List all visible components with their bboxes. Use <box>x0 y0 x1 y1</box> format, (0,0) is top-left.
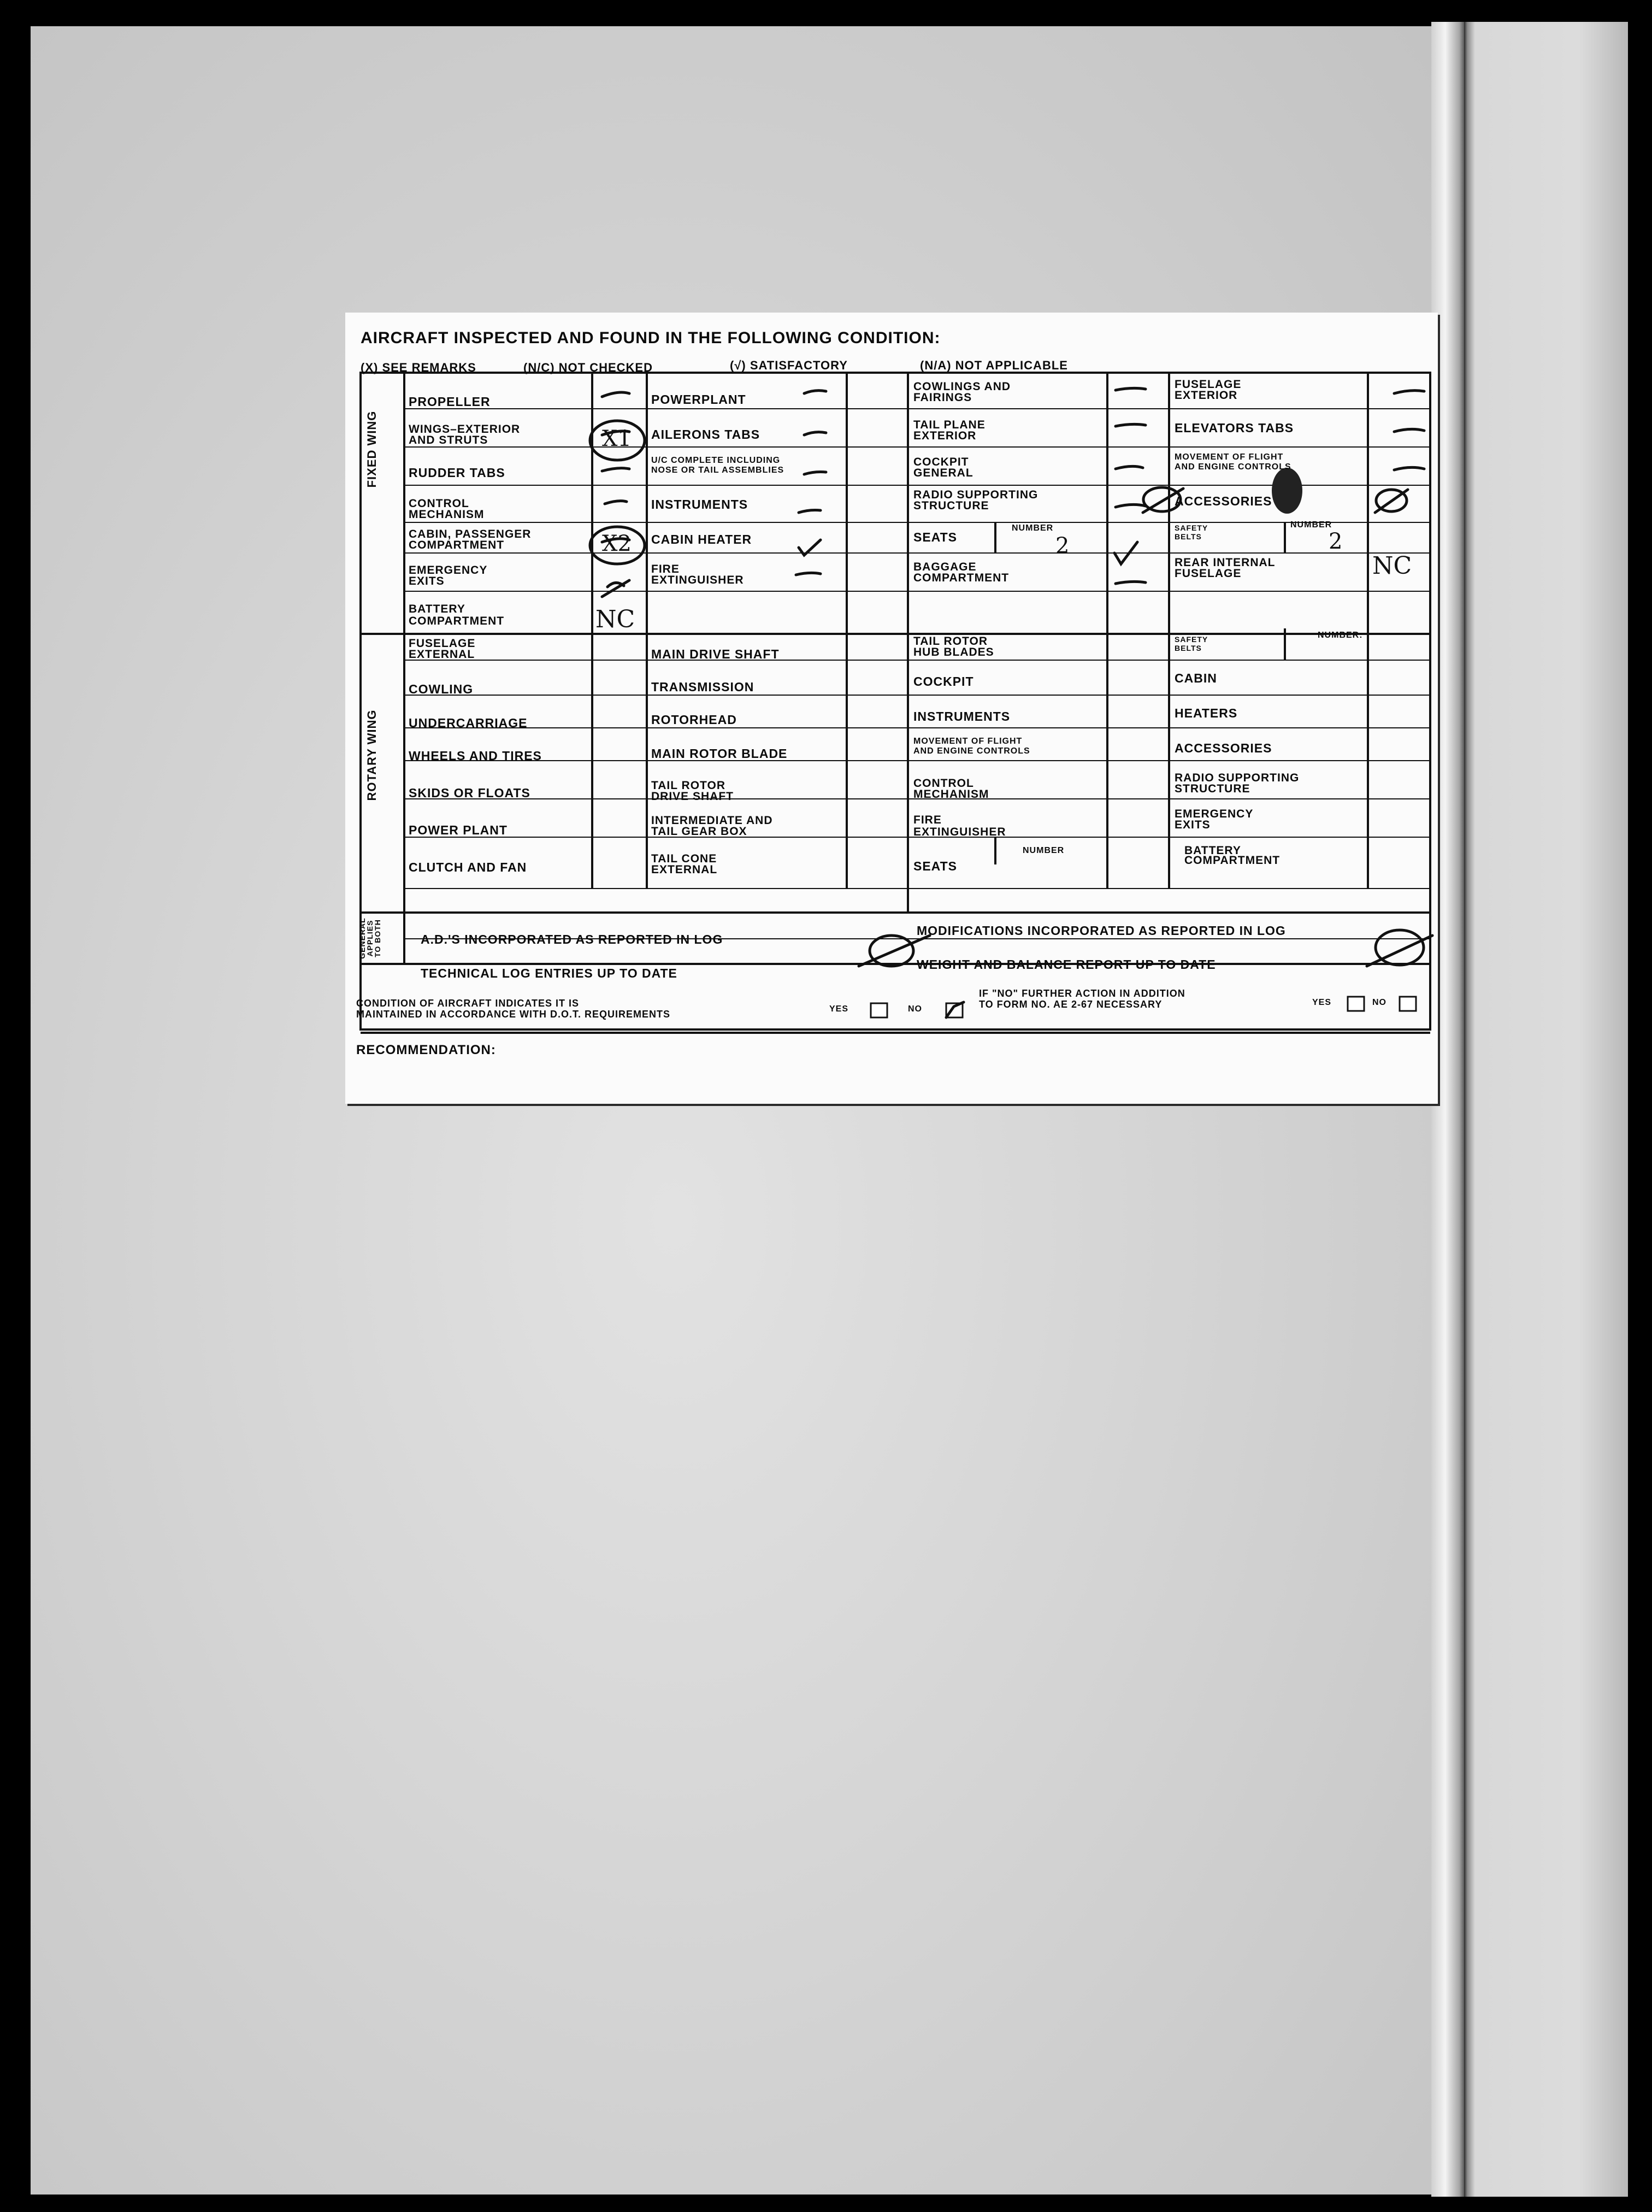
hand-battery-nc: NC <box>595 605 635 633</box>
rw-wheels-tires: WHEELS AND TIRES <box>409 749 542 763</box>
fw-wings-exterior: WINGS–EXTERIOR AND STRUTS <box>409 423 521 446</box>
gen-ad-incorporated: A.D.'S INCORPORATED AS REPORTED IN LOG <box>421 932 723 946</box>
fw-fire-extinguisher: FIRE EXTINGUISHER <box>651 563 744 586</box>
fw-battery-compartment: BATTERY COMPARTMENT <box>409 603 505 627</box>
fw-cabin-heater: CABIN HEATER <box>651 532 752 546</box>
rw-tail-rotor-hub: TAIL ROTOR HUB BLADES <box>913 635 994 658</box>
rw-cowling: COWLING <box>409 682 474 696</box>
fw-seats-number-label: NUMBER <box>1012 523 1054 533</box>
rw-transmission: TRANSMISSION <box>651 680 754 694</box>
gen-weight-balance: WEIGHT AND BALANCE REPORT UP TO DATE <box>917 957 1216 972</box>
fw-cockpit-general: COCKPIT GENERAL <box>913 456 974 479</box>
section-fixed-wing: FIXED WING <box>365 410 379 488</box>
legend-remarks: (X) SEE REMARKS <box>361 361 476 374</box>
rw-emergency-exits: EMERGENCY EXITS <box>1175 808 1254 831</box>
rw-intermediate-gear: INTERMEDIATE AND TAIL GEAR BOX <box>651 814 773 838</box>
rw-clutch-fan: CLUTCH AND FAN <box>409 860 527 874</box>
condition-text: CONDITION OF AIRCRAFT INDICATES IT IS MAINTAINED IN ACCORDANCE WITH D.O.T. REQUIREMENTS <box>356 998 670 1020</box>
rw-radio-supporting: RADIO SUPPORTING STRUCTURE <box>1175 772 1300 795</box>
gen-technical-log: TECHNICAL LOG ENTRIES UP TO DATE <box>421 966 677 980</box>
hand-belts-number: 2 <box>1329 529 1343 554</box>
fw-tail-plane: TAIL PLANE EXTERIOR <box>913 419 986 442</box>
section-general: GENERAL APPLIES TO BOTH <box>358 917 382 959</box>
fw-rear-internal: REAR INTERNAL FUSELAGE <box>1175 556 1276 580</box>
condition-yes2-label: YES <box>1312 998 1332 1007</box>
fw-emergency-exits: EMERGENCY EXITS <box>409 564 488 587</box>
fw-elevators-tabs: ELEVATORS TABS <box>1175 421 1294 435</box>
legend-not-checked: (N/C) NOT CHECKED <box>523 361 653 374</box>
rw-skids-floats: SKIDS OR FLOATS <box>409 786 530 800</box>
form-title: AIRCRAFT INSPECTED AND FOUND IN THE FOLLOWING CONDITION: <box>361 329 941 347</box>
fw-uc-complete: U/C COMPLETE INCLUDING NOSE OR TAIL ASSEMBLIES <box>651 456 784 475</box>
ink-smudge <box>1272 468 1302 514</box>
rw-seats-number-label: NUMBER <box>1023 846 1065 855</box>
fw-baggage: BAGGAGE COMPARTMENT <box>913 561 1010 584</box>
rw-seats: SEATS <box>913 859 957 873</box>
rw-tail-cone: TAIL CONE EXTERNAL <box>651 852 718 876</box>
hand-seats-number: 2 <box>1055 533 1070 558</box>
fw-control-mechanism: CONTROL MECHANISM <box>409 497 485 521</box>
rw-power-plant: POWER PLANT <box>409 823 508 837</box>
rw-safety-belts: SAFETY BELTS <box>1175 635 1208 652</box>
rw-cockpit: COCKPIT <box>913 674 974 689</box>
fw-accessories: ACCESSORIES <box>1175 494 1272 508</box>
condition-further-action: IF "NO" FURTHER ACTION IN ADDITION TO FORM NO. AE 2-67 NECESSARY <box>979 988 1185 1010</box>
fw-rudder-tabs: RUDDER TABS <box>409 466 505 480</box>
hand-wings-x1: X1 <box>602 426 632 451</box>
fw-powerplant: POWERPLANT <box>651 392 746 407</box>
rw-tail-rotor-drive: TAIL ROTOR DRIVE SHAFT <box>651 779 734 803</box>
binding-strip <box>1464 22 1628 2197</box>
hand-cabin-x2: X2 <box>602 531 632 556</box>
recommendation-label: RECOMMENDATION: <box>356 1043 496 1057</box>
fw-fuselage-exterior: FUSELAGE EXTERIOR <box>1175 378 1242 402</box>
gen-modifications: MODIFICATIONS INCORPORATED AS REPORTED IN LOG <box>917 923 1286 938</box>
condition-no-label: NO <box>908 1004 922 1014</box>
rw-instruments: INSTRUMENTS <box>913 709 1011 723</box>
rw-main-drive-shaft: MAIN DRIVE SHAFT <box>651 647 780 661</box>
fw-seats: SEATS <box>913 530 957 544</box>
fw-propeller: PROPELLER <box>409 395 491 409</box>
rw-main-rotor-blade: MAIN ROTOR BLADE <box>651 746 788 761</box>
legend-not-applicable: (N/A) NOT APPLICABLE <box>920 358 1068 372</box>
fw-movement-controls: MOVEMENT OF FLIGHT AND ENGINE CONTROLS <box>1175 452 1291 472</box>
condition-no2-label: NO <box>1372 998 1386 1007</box>
inspection-form-card <box>345 313 1438 1104</box>
condition-yes-label: YES <box>829 1004 849 1014</box>
fw-instruments: INSTRUMENTS <box>651 497 748 511</box>
fw-cabin-passenger: CABIN, PASSENGER COMPARTMENT <box>409 528 532 551</box>
fw-radio-supporting: RADIO SUPPORTING STRUCTURE <box>913 489 1039 512</box>
rw-movement-controls: MOVEMENT OF FLIGHT AND ENGINE CONTROLS <box>913 737 1030 756</box>
rw-belts-number-label: NUMBER: <box>1318 631 1363 640</box>
rw-heaters: HEATERS <box>1175 706 1238 720</box>
fw-ailerons-tabs: AILERONS TABS <box>651 427 760 442</box>
rw-accessories: ACCESSORIES <box>1175 741 1272 755</box>
rw-undercarriage: UNDERCARRIAGE <box>409 716 528 730</box>
rw-control-mechanism: CONTROL MECHANISM <box>913 777 989 801</box>
fw-safety-belts: SAFETY BELTS <box>1175 523 1208 541</box>
rw-fire-extinguisher: FIRE EXTINGUISHER <box>913 814 1006 838</box>
rw-battery-compartment: BATTERY COMPARTMENT <box>1184 844 1281 867</box>
rw-cabin: CABIN <box>1175 671 1217 685</box>
rw-rotorhead: ROTORHEAD <box>651 713 737 727</box>
legend-satisfactory: (√) SATISFACTORY <box>730 358 848 372</box>
rw-fuselage-external: FUSELAGE EXTERNAL <box>409 637 476 661</box>
section-rotary-wing: ROTARY WING <box>365 709 379 801</box>
fw-cowlings: COWLINGS AND FAIRINGS <box>913 380 1011 404</box>
fw-belts-number-label: NUMBER <box>1290 520 1332 530</box>
hand-rear-fuselage-nc: NC <box>1372 552 1412 580</box>
